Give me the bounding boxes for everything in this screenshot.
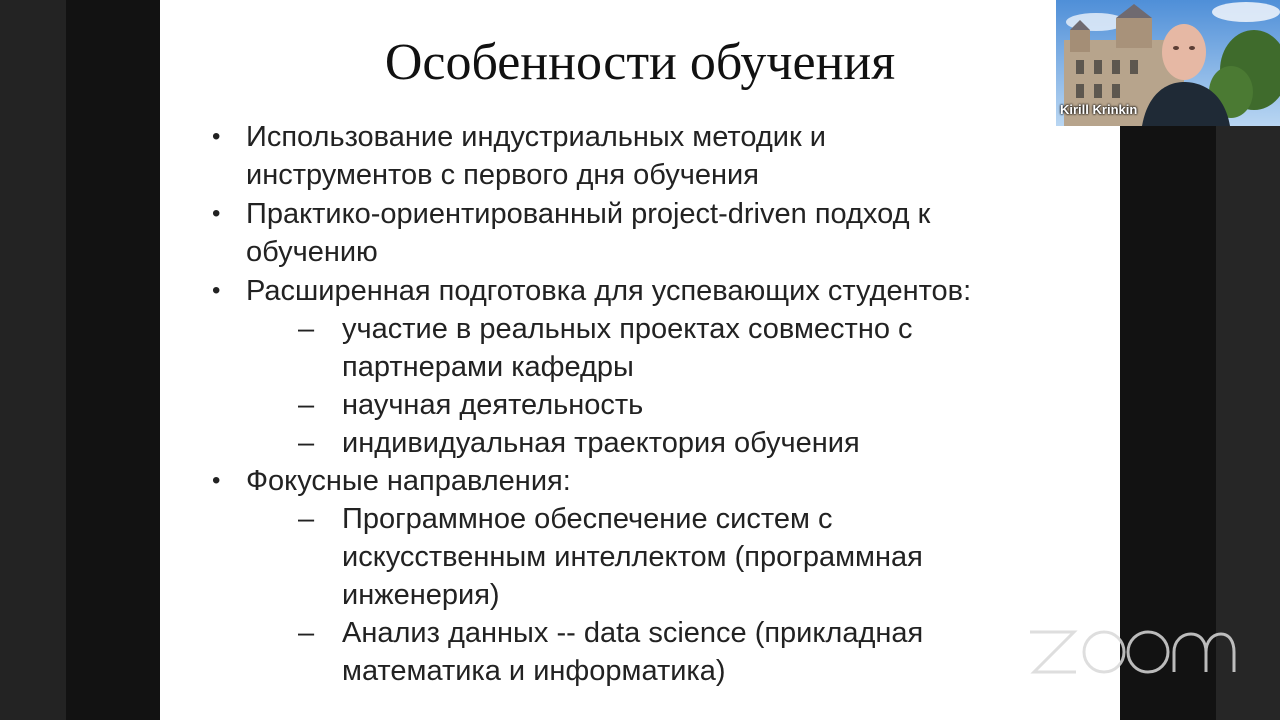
sub-line: Программное обеспечение систем с — [342, 503, 833, 535]
sub-mark: – — [298, 617, 315, 649]
participant-name: Kirill Krinkin — [1060, 102, 1138, 117]
sub-line: участие в реальных проектах совместно с — [342, 313, 913, 345]
sub-mark: – — [298, 503, 315, 535]
sub-line: Анализ данных -- data science (прикладная — [342, 617, 924, 649]
sub-item-4-1 — [298, 500, 1042, 614]
sub-item-3-1 — [298, 310, 1042, 386]
sub-line: научная деятельность — [342, 389, 644, 421]
zoom-logo-watermark — [1026, 624, 1236, 680]
sub-line: партнерами кафедры — [342, 351, 634, 383]
bullet-line: Расширенная подготовка для успевающих студентов: — [246, 275, 972, 307]
sub-line: искусственным интеллектом (программная — [342, 541, 923, 573]
bullet-item-4 — [212, 462, 1096, 500]
sub-line: индивидуальная траектория обучения — [342, 427, 860, 459]
sub-mark: – — [298, 389, 315, 421]
sub-line: инженерия) — [342, 579, 500, 611]
sub-item-3-2 — [298, 386, 1042, 424]
bullet-line: Практико-ориентированный project-driven подход к — [246, 198, 931, 230]
bullet-item-3 — [212, 272, 1096, 310]
bullet-line: инструментов с первого дня обучения — [246, 159, 759, 191]
bullet-mark: • — [212, 277, 221, 304]
sub-mark: – — [298, 427, 315, 459]
bullet-line: Фокусные направления: — [246, 465, 571, 497]
bullet-line: обучению — [246, 236, 378, 268]
bullet-mark: • — [212, 200, 221, 227]
bullet-mark: • — [212, 467, 221, 494]
slide-title: Особенности обучения — [384, 34, 896, 91]
bullet-item-2 — [212, 195, 1096, 271]
sub-mark: – — [298, 313, 315, 345]
sub-line: математика и информатика) — [342, 655, 726, 687]
zoom-logo-icon — [1026, 624, 1236, 680]
bullet-item-1 — [212, 118, 1096, 194]
sub-item-4-2 — [298, 614, 1042, 690]
shared-slide — [160, 0, 1120, 720]
sub-item-3-3 — [298, 424, 1042, 462]
bullet-line: Использование индустриальных методик и — [246, 121, 826, 153]
bullet-mark: • — [212, 123, 221, 150]
left-frame-inner-band — [66, 0, 160, 720]
participant-video-tile[interactable] — [1056, 0, 1280, 126]
